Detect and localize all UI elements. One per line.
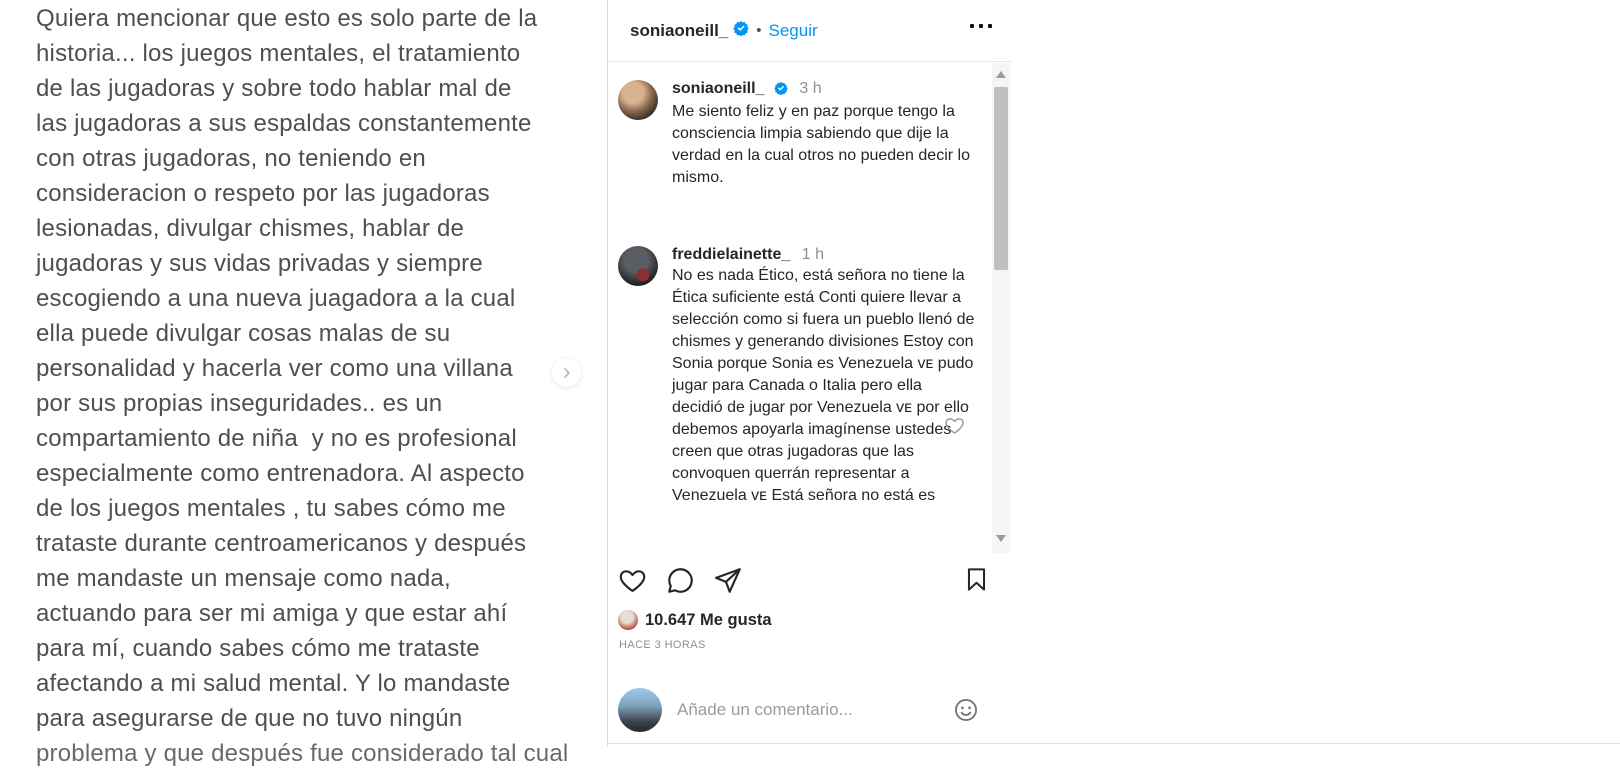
comment-time: 3 h bbox=[799, 80, 822, 97]
comment-row bbox=[618, 80, 994, 189]
image-text-block bbox=[0, 0, 607, 736]
action-bar bbox=[608, 557, 1012, 603]
like-heart-icon[interactable] bbox=[618, 566, 647, 595]
comment-body bbox=[672, 246, 976, 507]
image-text-clipped-line: problema y que después fue considerado tal cual bbox=[36, 740, 569, 767]
liker-avatar bbox=[618, 610, 638, 630]
comment-text: No es nada Ético, está señora no tiene la Ética suficiente está Conti quiere llevar a selección como si fuera un pueblo llenó de chismes y generando divisiones Estoy con Sonia porque Sonia es Venezuela ᴠᴇ pudo jugar para Canada o Italia pero ella decidió de jugar por Venezuela ᴠᴇ por ello debemos apoyarla imagínense ustedes creen que otras jugadoras que las convoquen querrán representar a Venezuela ᴠᴇ Está señora no está es bbox=[672, 267, 975, 504]
comment-row bbox=[618, 246, 994, 507]
comment-username[interactable]: soniaoneill_ bbox=[672, 80, 765, 97]
comment-input[interactable] bbox=[677, 700, 927, 720]
image-text-line: de los juegos mentales , tu sabes cómo me bbox=[36, 495, 506, 522]
comments-scrollbar[interactable] bbox=[992, 63, 1010, 553]
scroll-down-arrow-icon[interactable] bbox=[996, 535, 1006, 542]
image-text-line: Quiera mencionar que esto es solo parte de la bbox=[36, 5, 538, 32]
image-text-line: con otras jugadoras, no teniendo en bbox=[36, 145, 426, 172]
image-text-line: escogiendo a una nueva juagadora a la cual bbox=[36, 285, 516, 312]
header-separator-dot: • bbox=[756, 22, 762, 39]
scrollbar-thumb[interactable] bbox=[994, 87, 1008, 270]
emoji-smiley-icon[interactable] bbox=[953, 697, 979, 723]
comment-like-heart-icon[interactable] bbox=[944, 415, 965, 441]
current-user-avatar bbox=[618, 688, 662, 732]
post-image bbox=[0, 0, 608, 767]
likes-count-label[interactable]: 10.647 Me gusta bbox=[645, 610, 772, 629]
image-text-line: trataste durante centroamericanos y después bbox=[36, 530, 527, 557]
image-text-line: lesionadas, divulgar chismes, hablar de bbox=[36, 215, 465, 242]
image-text-line: historia... los juegos mentales, el tratamiento bbox=[36, 40, 521, 67]
comments-panel bbox=[608, 0, 1012, 747]
carousel-next-button[interactable] bbox=[552, 358, 581, 387]
comment-text: Me siento feliz y en paz porque tengo la consciencia limpia sabiendo que dije la verdad en la cual otros no pueden decir lo mismo. bbox=[672, 103, 970, 186]
chevron-right-icon bbox=[560, 366, 574, 380]
comment-bubble-icon[interactable] bbox=[666, 566, 695, 595]
image-text-line: para asegurarse de que no tuvo ningún bbox=[36, 705, 463, 732]
image-text-line: compartamiento de niña y no es profesional bbox=[36, 425, 517, 452]
image-text-line: afectando a mi salud mental. Y lo mandaste bbox=[36, 670, 511, 697]
add-comment-row bbox=[608, 684, 1012, 736]
bottom-divider bbox=[608, 743, 1620, 744]
post-author-username[interactable]: soniaoneill_ bbox=[630, 20, 729, 40]
image-text-line: de las jugadoras y sobre todo hablar mal de bbox=[36, 75, 512, 102]
bookmark-icon[interactable] bbox=[963, 566, 990, 593]
comment-time: 1 h bbox=[801, 246, 824, 263]
comments-list bbox=[608, 62, 994, 557]
comment-body bbox=[672, 80, 976, 189]
follow-button[interactable]: Seguir bbox=[768, 20, 818, 40]
verified-badge-icon bbox=[733, 20, 749, 41]
scroll-up-arrow-icon[interactable] bbox=[996, 71, 1006, 78]
comment-username[interactable]: freddielainette_ bbox=[672, 246, 791, 263]
image-text-line: personalidad y hacerla ver como una villana bbox=[36, 355, 513, 382]
image-text-line: ella puede divulgar cosas malas de su bbox=[36, 320, 451, 347]
post-header bbox=[608, 0, 1012, 62]
avatar[interactable] bbox=[618, 246, 658, 286]
image-text-line: consideracion o respeto por las jugadoras bbox=[36, 180, 490, 207]
share-plane-icon[interactable] bbox=[714, 566, 743, 595]
image-text-line: especialmente como entrenadora. Al aspecto bbox=[36, 460, 525, 487]
image-text-line: las jugadoras a sus espaldas constantemente bbox=[36, 110, 532, 137]
image-text-line: por sus propias inseguridades.. es un bbox=[36, 390, 443, 417]
more-options-icon[interactable] bbox=[970, 24, 992, 28]
verified-badge-icon bbox=[774, 81, 788, 100]
post-timestamp: HACE 3 HORAS bbox=[619, 639, 706, 651]
image-text-line: actuando para ser mi amiga y que estar ahí bbox=[36, 600, 508, 627]
image-text-line: jugadoras y sus vidas privadas y siempre bbox=[36, 250, 483, 277]
image-text-line: para mí, cuando sabes cómo me trataste bbox=[36, 635, 480, 662]
likes-row[interactable] bbox=[618, 610, 772, 630]
avatar[interactable] bbox=[618, 80, 658, 120]
image-text-line: me mandaste un mensaje como nada, bbox=[36, 565, 451, 592]
